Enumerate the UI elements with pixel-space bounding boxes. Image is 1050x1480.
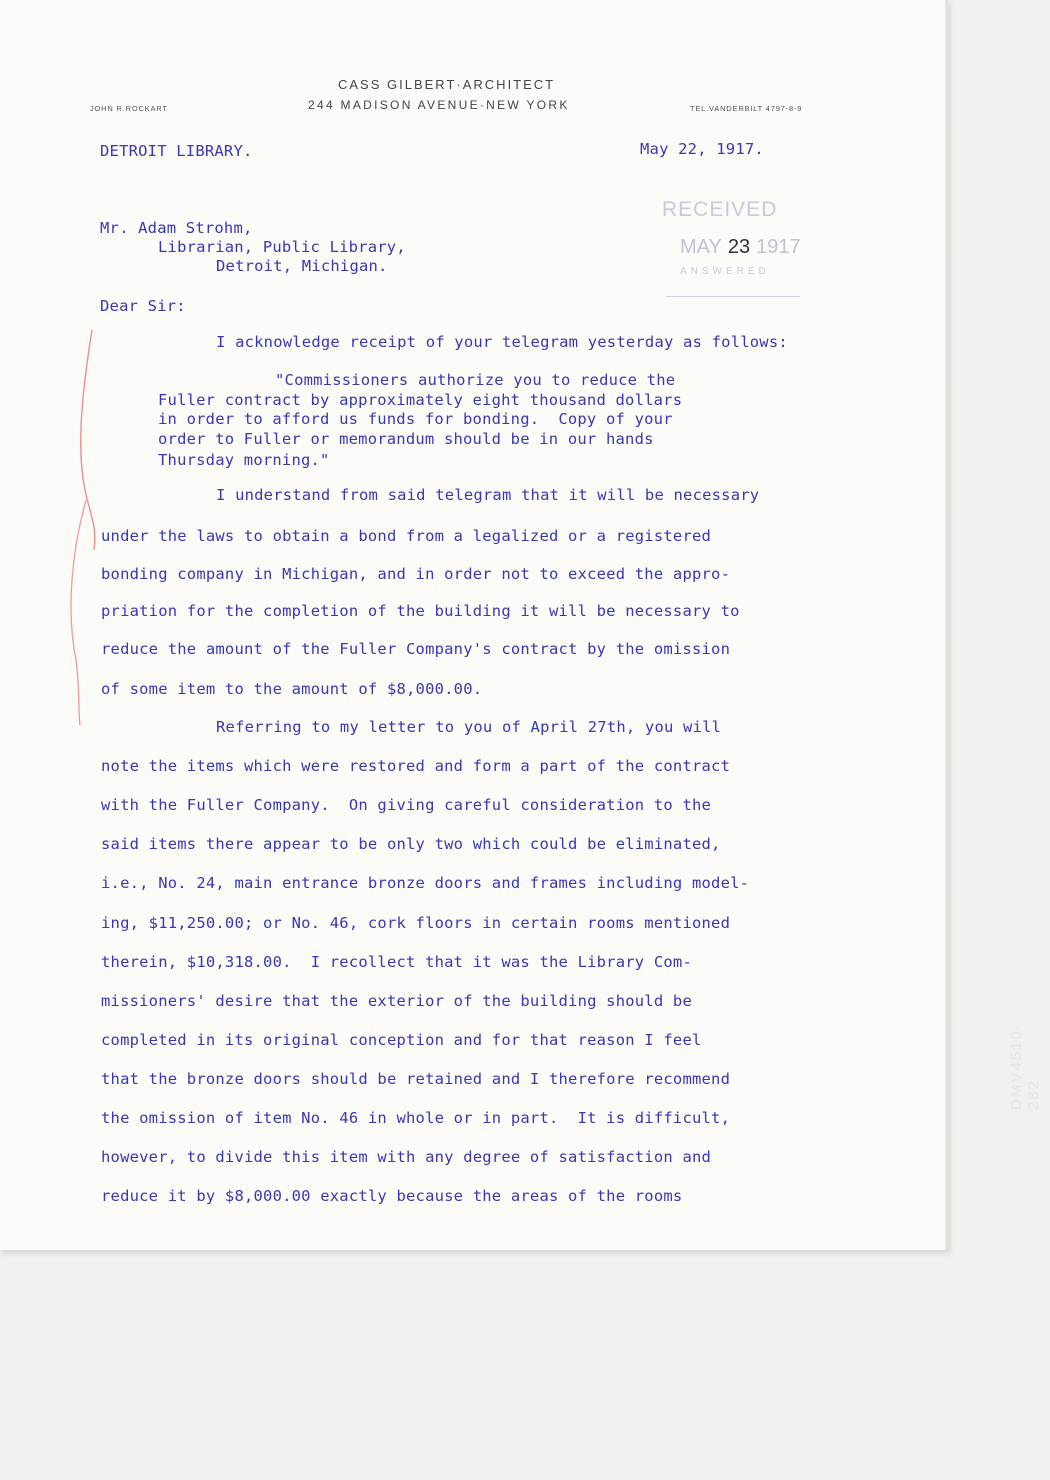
body-line: however, to divide this item with any degree of satisfaction and xyxy=(101,1148,712,1166)
quote-line: Thursday morning." xyxy=(158,451,330,469)
letter-date: May 22, 1917. xyxy=(640,140,764,158)
pencil-archive-note: DMV4510-282 xyxy=(1008,1022,1042,1110)
body-line: missioners' desire that the exterior of the building should be xyxy=(101,992,692,1010)
body-line: I understand from said telegram that it will be necessary xyxy=(216,486,760,504)
body-line: under the laws to obtain a bond from a legalized or a registered xyxy=(101,527,712,545)
stamp-day: 23 xyxy=(727,236,751,258)
stamp-month: MAY xyxy=(680,236,722,258)
answered-stamp: ANSWERED xyxy=(680,266,770,277)
letterhead-telephone: TEL.VANDERBILT 4797-8-9 xyxy=(690,104,803,113)
opening-line: I acknowledge receipt of your telegram yesterday as follows: xyxy=(216,333,788,351)
letterhead-firm: CASS GILBERT·ARCHITECT xyxy=(338,77,556,92)
recipient-line: Librarian, Public Library, xyxy=(158,238,406,256)
letterhead-left-name: JOHN R.ROCKART xyxy=(90,104,168,113)
quote-line: "Commissioners authorize you to reduce the xyxy=(275,371,676,389)
body-line: note the items which were restored and form a part of the contract xyxy=(101,757,731,775)
body-line: therein, $10,318.00. I recollect that it was the Library Com- xyxy=(101,953,692,971)
stamp-rule xyxy=(666,296,800,297)
received-stamp-date xyxy=(680,236,801,259)
quote-line: Fuller contract by approximately eight thousand dollars xyxy=(158,391,683,409)
body-line: reduce the amount of the Fuller Company's contract by the omission xyxy=(101,640,731,658)
salutation: Dear Sir: xyxy=(100,297,186,315)
body-line: said items there appear to be only two which could be eliminated, xyxy=(101,835,721,853)
body-line: bonding company in Michigan, and in order not to exceed the appro- xyxy=(101,565,731,583)
body-line: completed in its original conception and for that reason I feel xyxy=(101,1031,702,1049)
body-line: ing, $11,250.00; or No. 46, cork floors in certain rooms mentioned xyxy=(101,914,731,932)
recipient-line: Mr. Adam Strohm, xyxy=(100,219,253,237)
body-line: Referring to my letter to you of April 27th, you will xyxy=(216,718,722,736)
subject-line: DETROIT LIBRARY. xyxy=(100,142,253,160)
recipient-line: Detroit, Michigan. xyxy=(216,257,388,275)
body-line: the omission of item No. 46 in whole or in part. It is difficult, xyxy=(101,1109,731,1127)
stamp-year: 1917 xyxy=(756,236,801,258)
received-stamp: RECEIVED xyxy=(662,198,778,221)
body-line: i.e., No. 24, main entrance bronze doors and frames including model- xyxy=(101,874,750,892)
body-line: priation for the completion of the building it will be necessary to xyxy=(101,602,740,620)
body-line: with the Fuller Company. On giving careful consideration to the xyxy=(101,796,712,814)
quote-line: order to Fuller or memorandum should be in our hands xyxy=(158,430,654,448)
body-line: of some item to the amount of $8,000.00. xyxy=(101,680,483,698)
body-line: that the bronze doors should be retained and I therefore recommend xyxy=(101,1070,731,1088)
body-line: reduce it by $8,000.00 exactly because the areas of the rooms xyxy=(101,1187,683,1205)
quote-line: in order to afford us funds for bonding. Copy of your xyxy=(158,410,673,428)
letterhead-address: 244 MADISON AVENUE·NEW YORK xyxy=(308,98,570,112)
